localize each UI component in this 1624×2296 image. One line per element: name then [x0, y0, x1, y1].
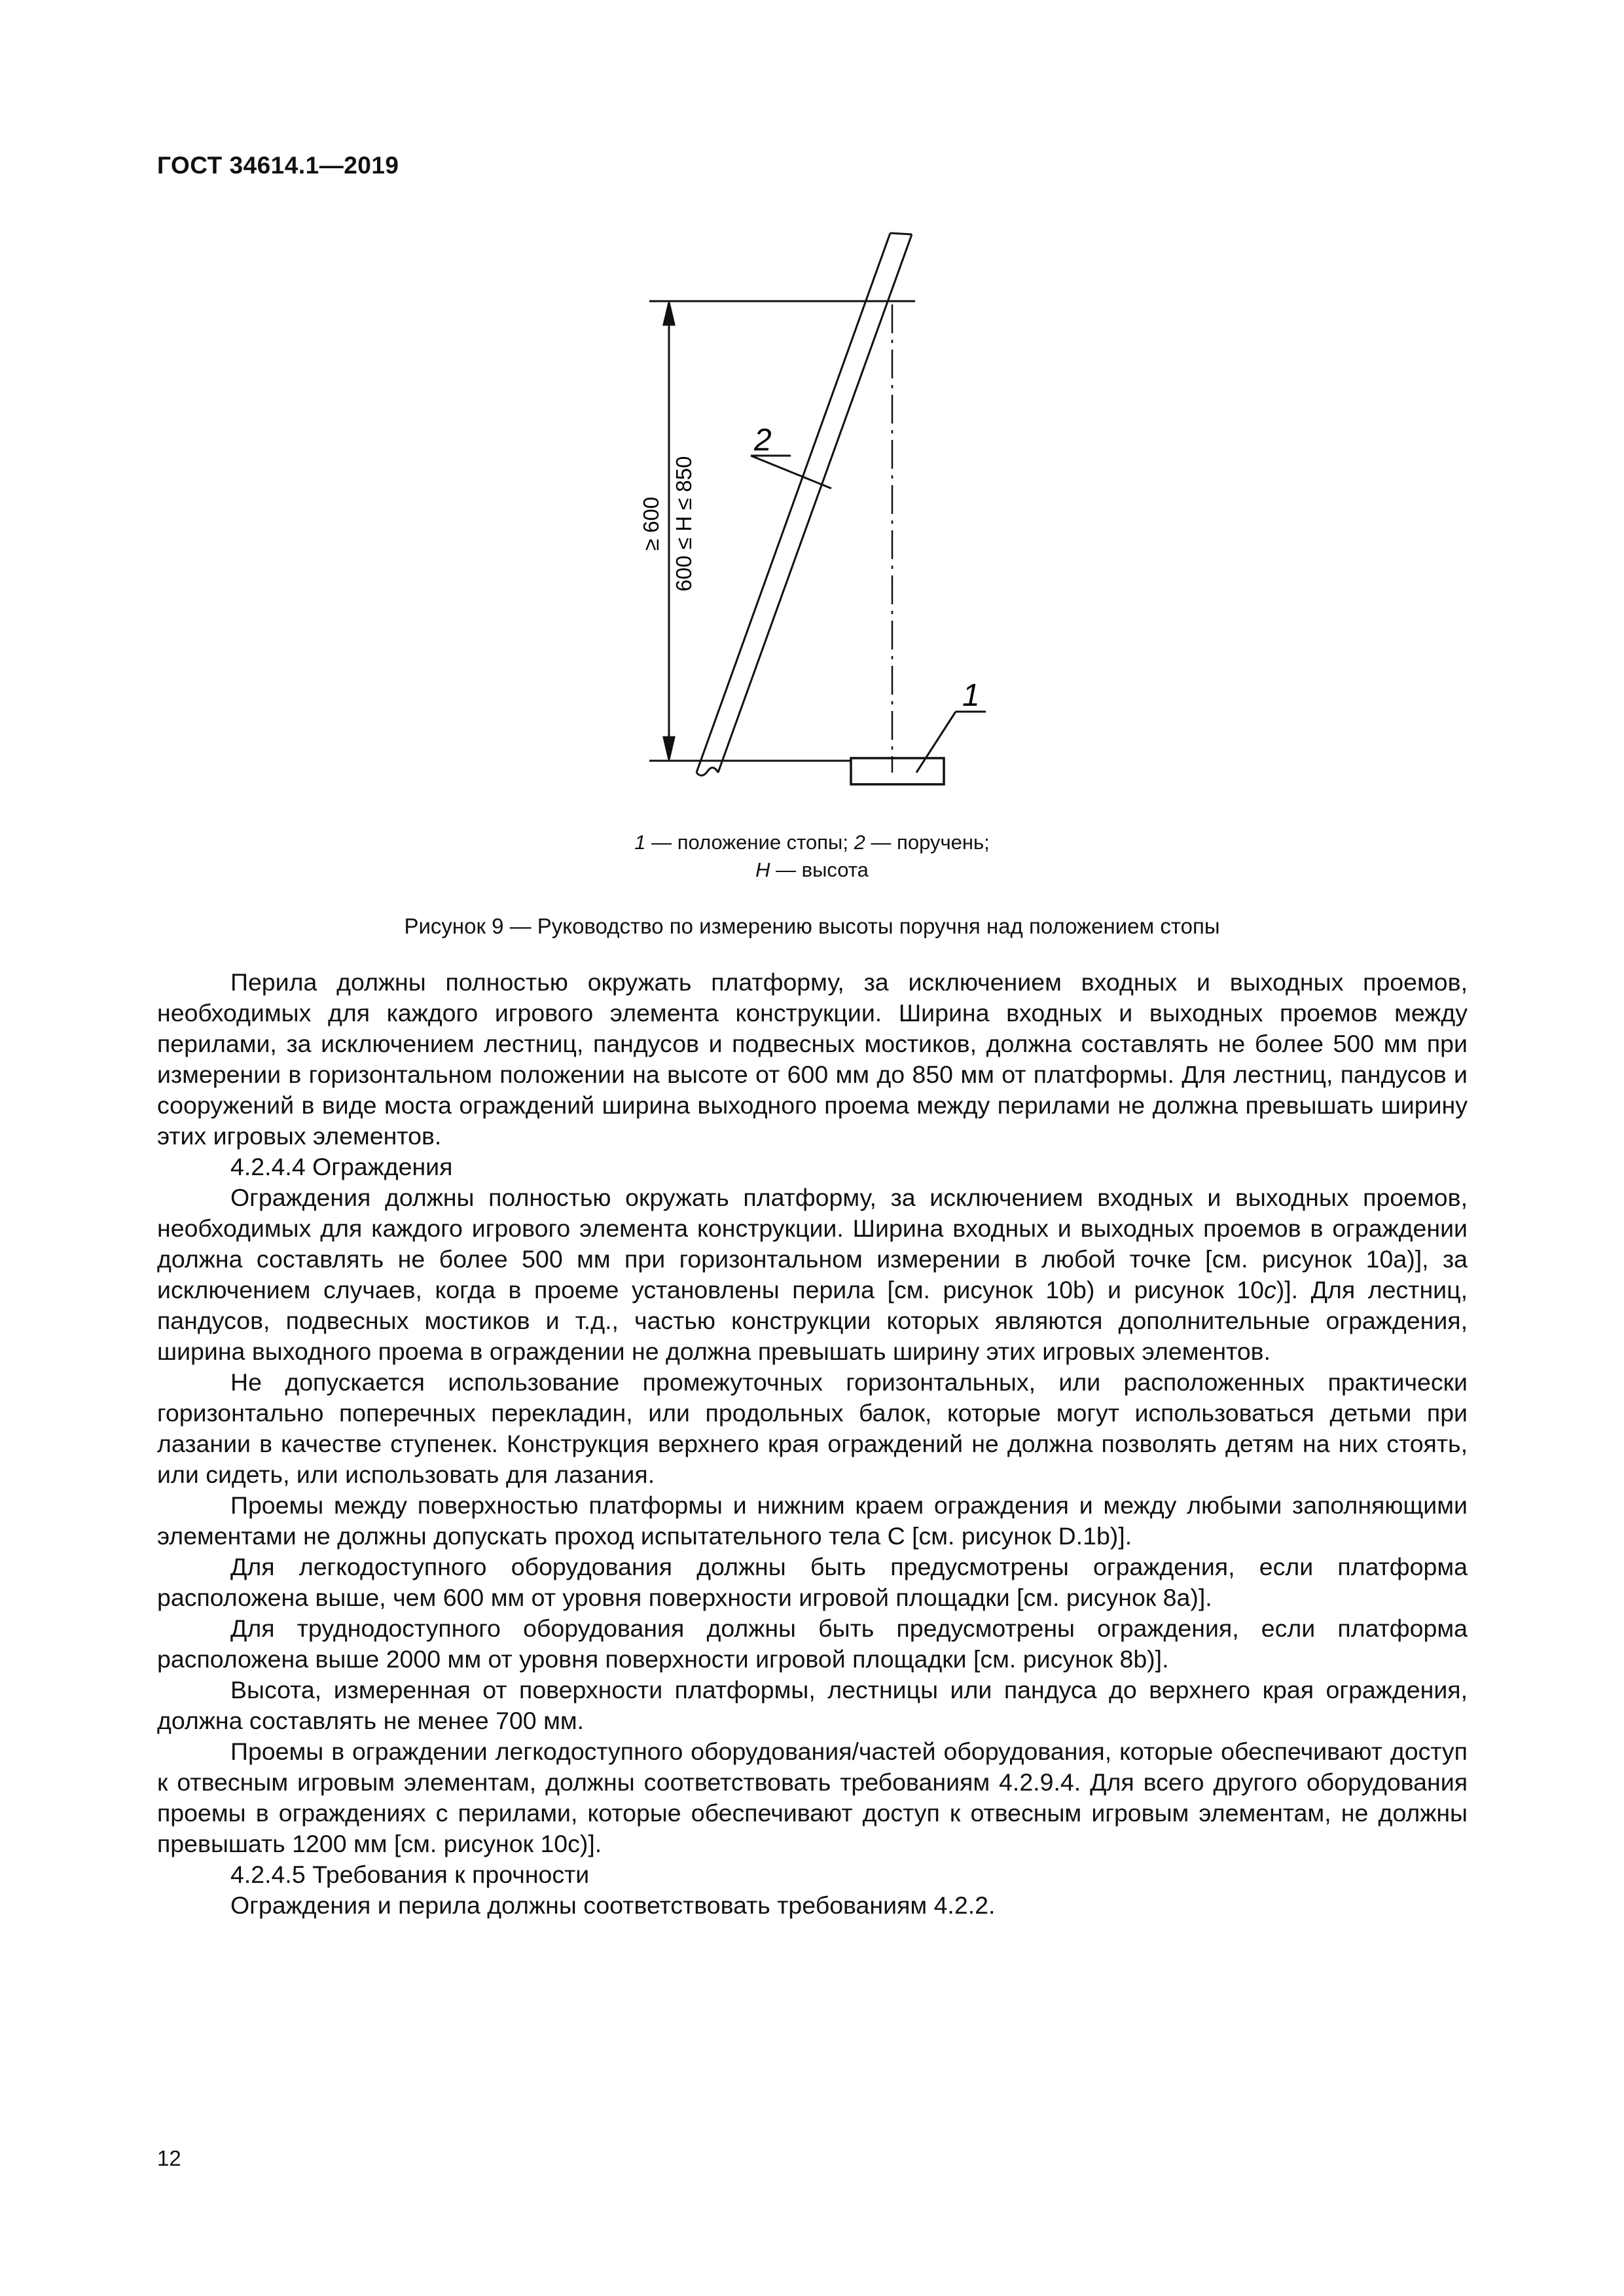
- paragraph-barriers-text-a: Ограждения должны полностью окружать платформу, за исключением входных и выходных проемов, необходимых для каждого игрового элемента конструкции. Ширина входных и выходных проемов в ограждении должна составлять не более 500 мм при горизонтальном измерении в любой точке [см. рисунок 10a)], за исключением случаев, когда в проеме установлены перила [см. рисунок 10b) и рисунок 10: [157, 1184, 1468, 1303]
- dimension-label-inner: 600 ≤ H ≤ 850: [672, 456, 696, 592]
- paragraph-openings: Проемы в ограждении легкодоступного оборудования/частей оборудования, которые обеспечивают доступ к отвесным игровым элементам, должны соответствовать требованиям 4.2.9.4. Для всего другого оборудования проемы в ограждениях с перилами, которые обеспечивают доступ к отвесным игровым элементам, не должны превышать 1200 мм [см. рисунок 10c)].: [157, 1738, 1468, 1857]
- legend-key-2: 2: [854, 831, 865, 854]
- paragraph-railings: Перила должны полностью окружать платформу, за исключением входных и выходных проемов, необходимых для каждого игрового элемента конструкции. Ширина входных и выходных проемов между перилами, за исключением лестниц, пандусов и подвесных мостиков, должна составлять не более 500 мм при измерении в горизонтальном положении на высоте от 600 мм до 850 мм от платформы. Для лестниц, пандусов и сооружений в виде моста ограждений ширина выходного проема между перилами не должна превышать ширину этих игровых элементов.: [157, 968, 1468, 1150]
- paragraph-easy-access: Для легкодоступного оборудования должны быть предусмотрены ограждения, если платформа расположена выше, чем 600 мм от уровня поверхности игровой площадки [см. рисунок 8a)].: [157, 1553, 1468, 1611]
- clause-heading-4-2-4-4: 4.2.4.4 Ограждения: [230, 1153, 453, 1180]
- paragraph-difficult-access: Для труднодоступного оборудования должны быть предусмотрены ограждения, если платформа расположена выше 2000 мм от уровня поверхности игровой площадки [см. рисунок 8b)].: [157, 1614, 1468, 1673]
- paragraph-gaps: Проемы между поверхностью платформы и нижним краем ограждения и между любыми заполняющими элементами не должны допускать проход испытательного тела С [см. рисунок D.1b)].: [157, 1491, 1468, 1550]
- callout-2-label: 2: [754, 423, 772, 458]
- figure-legend-line-1: [0, 829, 1624, 856]
- figure-caption: Рисунок 9 — Руководство по измерению высоты поручня над положением стопы: [404, 914, 1220, 938]
- standard-header: ГОСТ 34614.1—2019: [157, 152, 399, 179]
- paragraph-barriers: [157, 1182, 1468, 1367]
- foot-position-marker: [851, 758, 944, 784]
- callout-1-label: 1: [962, 678, 980, 713]
- body-text: [157, 967, 1468, 1921]
- page-number: 12: [157, 2146, 181, 2170]
- legend-key-h: H: [755, 858, 770, 881]
- paragraph-crossbars: Не допускается использование промежуточных горизонтальных, или расположенных практически горизонтально поперечных перекладин, или продольных балок, которые могут использоваться детьми при лазании в качестве ступенек. Конструкция верхнего края ограждений не должна позволять детям на них стоять, или сидеть, или использовать для лазания.: [157, 1368, 1468, 1488]
- handrail-drawing: [696, 233, 912, 776]
- handrail-height-diagram: [0, 196, 1624, 825]
- paragraph-height: Высота, измеренная от поверхности платформы, лестницы или пандуса до верхнего края ограждения, должна составлять не менее 700 мм.: [157, 1676, 1468, 1734]
- figure-9: [0, 196, 1624, 881]
- callout-2-leader: [751, 456, 831, 488]
- dimension-label-outer: ≥ 600: [639, 496, 663, 551]
- figure-legend-line-2: [0, 856, 1624, 884]
- legend-text-height: — высота: [770, 858, 869, 881]
- callout-1-leader: [916, 712, 956, 773]
- paragraph-barriers-emphasis: c: [1264, 1276, 1276, 1303]
- legend-text-foot: — положение стопы;: [645, 831, 854, 854]
- legend-text-handrail: — поручень;: [865, 831, 990, 854]
- legend-key-1: 1: [634, 831, 646, 854]
- paragraph-barriers-text-b: )]. Для лестниц, пандусов, подвесных мостиков и т.д., частью конструкции которых являются дополнительные ограждения, ширина выходного проема в ограждении не должна превышать ширину этих игровых элементов.: [157, 1276, 1468, 1365]
- clause-heading-4-2-4-5: 4.2.4.5 Требования к прочности: [230, 1861, 590, 1888]
- paragraph-strength: Ограждения и перила должны соответствовать требованиям 4.2.2.: [230, 1891, 996, 1919]
